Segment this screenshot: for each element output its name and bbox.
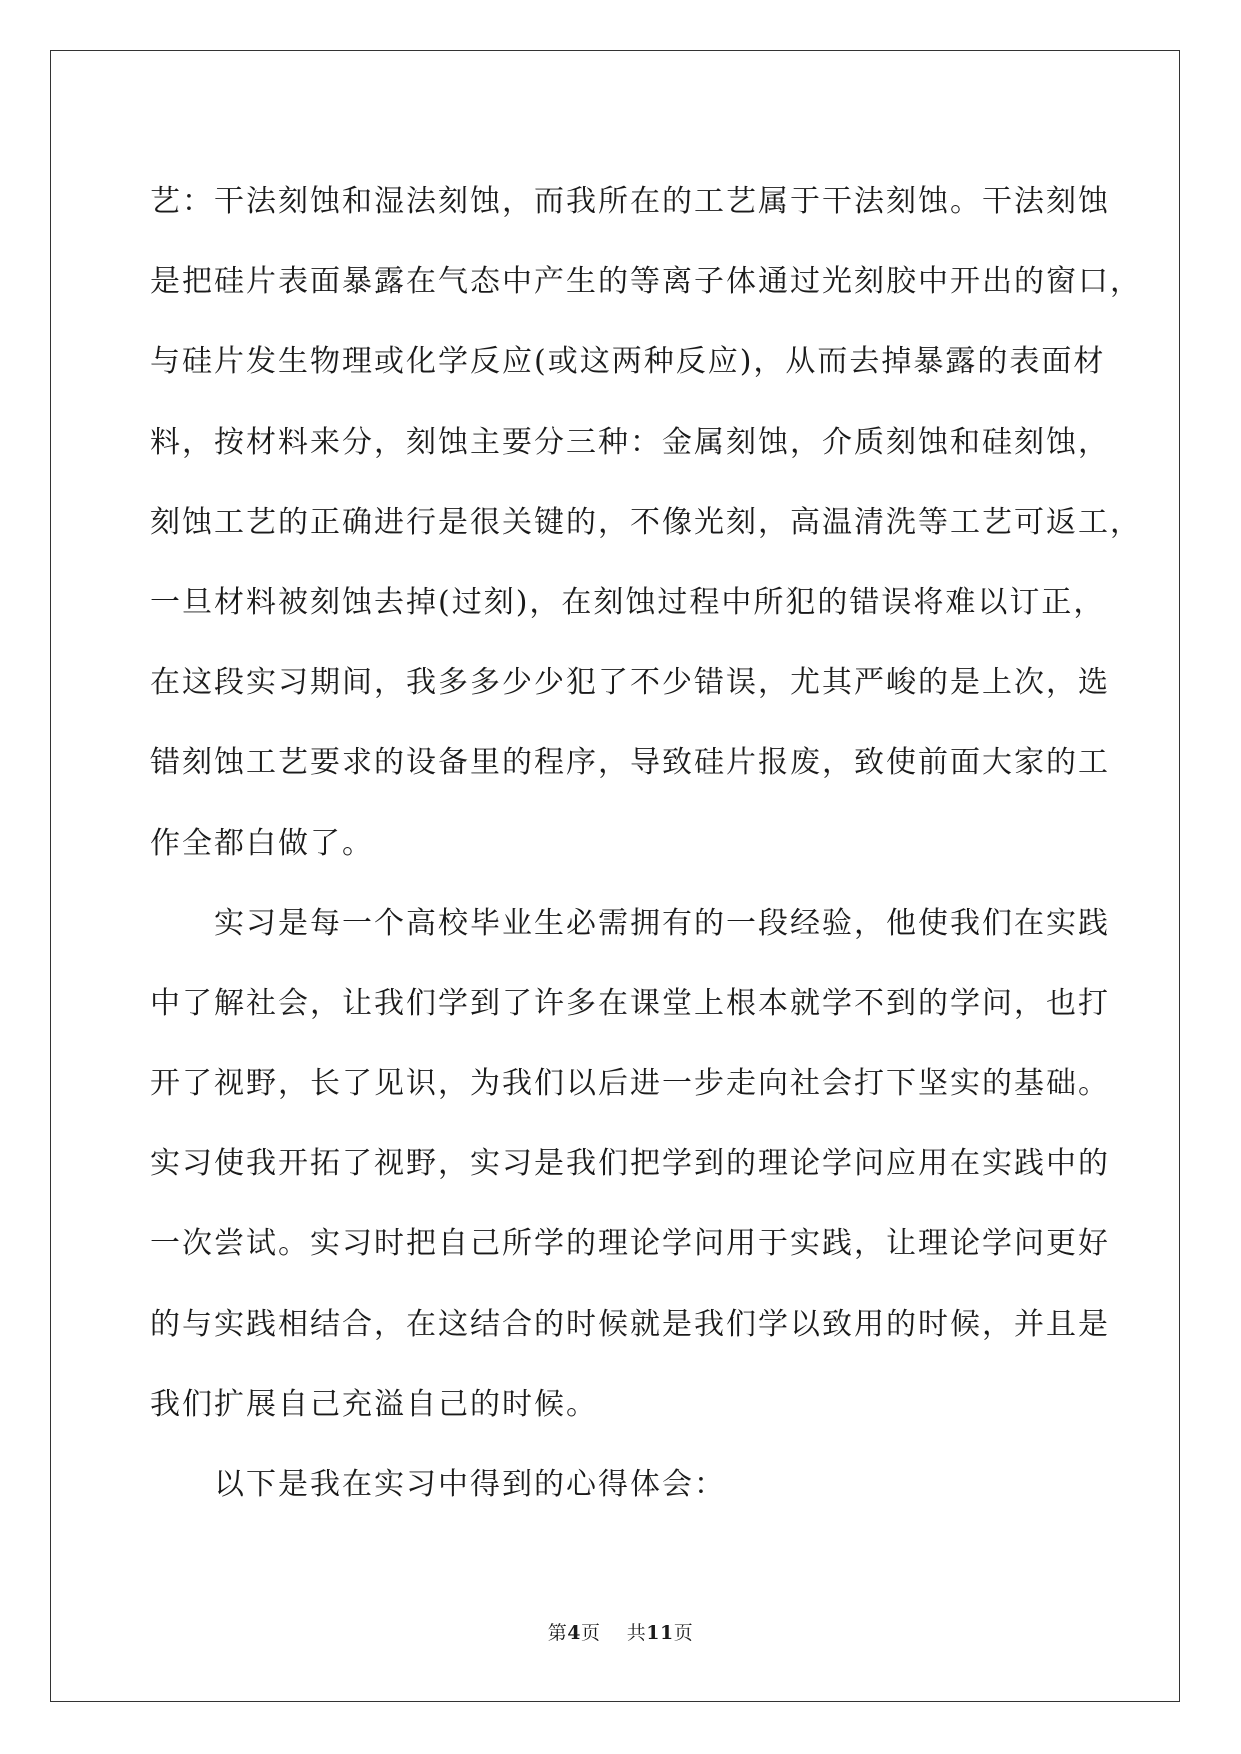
paragraph-start-line: 以下是我在实习中得到的心得体会：	[214, 1467, 726, 1502]
document-body	[150, 162, 1142, 1525]
text-line: 一次尝试。实习时把自己所学的理论学问用于实践，让理论学问更好	[150, 1226, 1110, 1262]
text-line: 作全都白做了。	[150, 825, 374, 861]
text-line: 的与实践相结合，在这结合的时候就是我们学以致用的时候，并且是	[150, 1306, 1110, 1342]
footer-total-prefix: 共	[626, 1622, 647, 1644]
text-line: 错刻蚀工艺要求的设备里的程序，导致硅片报废，致使前面大家的工	[150, 745, 1110, 781]
text-line: 在这段实习期间，我多多少少犯了不少错误，尤其严峻的是上次，选	[150, 665, 1110, 701]
footer-prefix: 第	[547, 1622, 568, 1644]
text-line: 实习使我开拓了视野，实习是我们把学到的理论学问应用在实践中的	[150, 1146, 1110, 1182]
text-line: 料，按材料来分，刻蚀主要分三种：金属刻蚀，介质刻蚀和硅刻蚀，	[150, 424, 1110, 460]
text-line: 是把硅片表面暴露在气态中产生的等离子体通过光刻胶中开出的窗口，	[150, 264, 1142, 300]
footer-page-suffix: 页	[581, 1622, 601, 1644]
total-page-count: 11	[646, 1622, 674, 1644]
paragraph-start-line: 实习是每一个高校毕业生必需拥有的一段经验，他使我们在实践	[214, 905, 1110, 941]
text-line: 我们扩展自己充溢自己的时候。	[150, 1386, 598, 1422]
text-line: 一旦材料被刻蚀去掉(过刻)，在刻蚀过程中所犯的错误将难以订正，	[150, 584, 1106, 620]
text-line: 中了解社会，让我们学到了许多在课堂上根本就学不到的学问，也打	[150, 985, 1110, 1021]
text-line: 艺：干法刻蚀和湿法刻蚀，而我所在的工艺属于干法刻蚀。干法刻蚀	[150, 184, 1110, 219]
current-page-number: 4	[567, 1622, 582, 1644]
page-number-footer	[0, 1618, 1241, 1645]
text-line: 刻蚀工艺的正确进行是很关键的，不像光刻，高温清洗等工艺可返工，	[150, 504, 1142, 540]
text-line: 与硅片发生物理或化学反应(或这两种反应)，从而去掉暴露的表面材	[150, 344, 1106, 380]
footer-total-suffix: 页	[673, 1622, 694, 1644]
text-line: 开了视野，长了见识，为我们以后进一步走向社会打下坚实的基础。	[150, 1066, 1110, 1102]
